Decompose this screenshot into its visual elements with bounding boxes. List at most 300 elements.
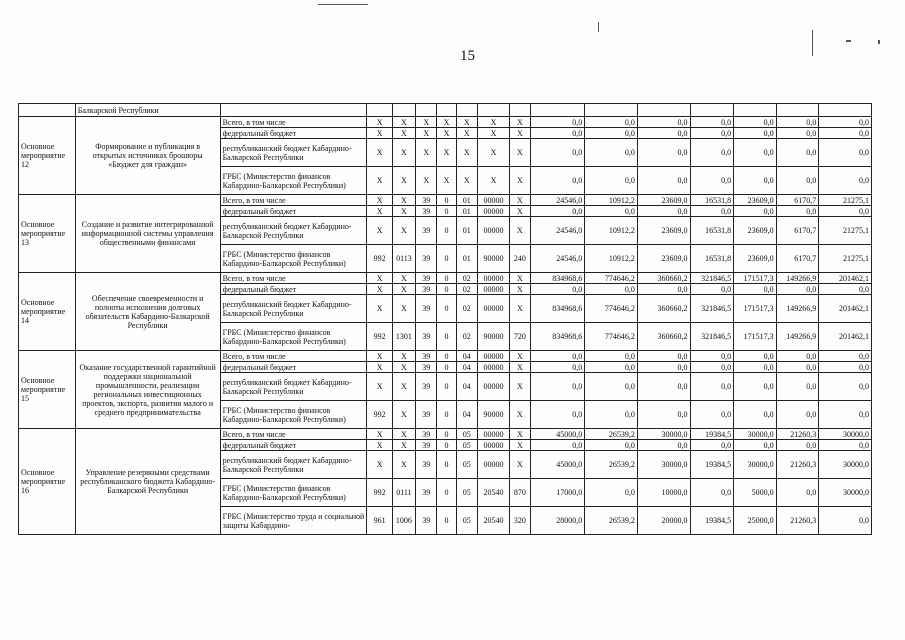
budget-code: X [477,128,509,139]
budget-code: 0 [437,245,456,273]
budget-code: X [392,217,415,245]
activity-kind: Основное мероприятие 16 [19,429,76,535]
budget-code: 02 [456,284,477,295]
budget-code: 90000 [477,245,509,273]
amount-value: 10912,2 [585,217,638,245]
funding-source: Всего, в том числе [220,273,367,284]
funding-source: ГРБС (Министерство финансов Кабардино-Балкарской Республики) [220,479,367,507]
budget-code: 0113 [392,245,415,273]
amount-value: 0,0 [530,440,585,451]
amount-value: 30000,0 [637,429,690,440]
budget-code: X [367,139,392,167]
budget-code: X [392,128,415,139]
amount-value: 0,0 [690,373,734,401]
amount-value: 23609,0 [734,245,777,273]
budget-code: 00000 [477,362,509,373]
budget-code: 04 [456,401,477,429]
amount-value: 0,0 [734,128,777,139]
activity-name: Создание и развитие интегрированной информационной системы управления общественными финансами [75,195,220,273]
amount-value: 26539,2 [585,507,638,535]
budget-code: 39 [416,507,437,535]
amount-value: 0,0 [819,206,872,217]
amount-value: 0,0 [530,117,585,128]
amount-value: 21275,1 [819,217,872,245]
budget-code: X [437,117,456,128]
budget-code: 00000 [477,217,509,245]
amount-value: 149266,9 [776,295,819,323]
amount-value: 0,0 [690,128,734,139]
budget-code: 0 [437,295,456,323]
table-cell [220,104,367,117]
budget-code: 0 [437,401,456,429]
amount-value: 19384,5 [690,451,734,479]
amount-value: 0,0 [585,284,638,295]
budget-code: 0 [437,362,456,373]
amount-value: 0,0 [734,373,777,401]
amount-value: 0,0 [819,507,872,535]
budget-code: 320 [510,507,530,535]
budget-code: 20540 [477,507,509,535]
amount-value: 0,0 [530,206,585,217]
budget-code: X [392,373,415,401]
table-cell [637,104,690,117]
budget-code: X [510,451,530,479]
amount-value: 0,0 [734,284,777,295]
amount-value: 0,0 [637,139,690,167]
budget-code: 0 [437,273,456,284]
budget-code: X [456,139,477,167]
budget-code: 01 [456,245,477,273]
activity-name: Формирование и публикация в открытых источниках брошюры «Бюджет для граждан» [75,117,220,195]
amount-value: 201462,1 [819,295,872,323]
amount-value: 0,0 [734,362,777,373]
table-cell [392,104,415,117]
amount-value: 149266,9 [776,273,819,284]
amount-value: 321846,5 [690,323,734,351]
budget-code: 39 [416,295,437,323]
amount-value: 0,0 [585,401,638,429]
amount-value: 0,0 [637,284,690,295]
amount-value: 21260,3 [776,429,819,440]
budget-code: X [392,167,415,195]
amount-value: 321846,5 [690,295,734,323]
budget-code: 1006 [392,507,415,535]
budget-code: 39 [416,479,437,507]
funding-source: федеральный бюджет [220,362,367,373]
budget-code: 00000 [477,429,509,440]
amount-value: 0,0 [637,401,690,429]
table-row [19,429,872,440]
page-number: 15 [460,48,475,64]
table-cell: Балкарской Республики [75,104,220,117]
amount-value: 0,0 [530,139,585,167]
budget-code: X [367,295,392,323]
budget-code: 961 [367,507,392,535]
table-row [19,351,872,362]
budget-code: 04 [456,362,477,373]
budget-code: X [392,284,415,295]
amount-value: 0,0 [819,284,872,295]
funding-source: республиканский бюджет Кабардино-Балкарской Республики [220,139,367,167]
funding-source: Всего, в том числе [220,195,367,206]
amount-value: 0,0 [637,440,690,451]
table-cell [477,104,509,117]
budget-code: 992 [367,401,392,429]
budget-code: X [392,351,415,362]
funding-source: республиканский бюджет Кабардино-Балкарской Республики [220,451,367,479]
amount-value: 0,0 [734,206,777,217]
budget-code: X [367,351,392,362]
budget-code: 05 [456,440,477,451]
budget-code: X [456,128,477,139]
budget-code: 0 [437,507,456,535]
budget-code: 00000 [477,373,509,401]
amount-value: 0,0 [585,479,638,507]
amount-value: 0,0 [530,373,585,401]
budget-code: 0 [437,323,456,351]
budget-code: 00000 [477,195,509,206]
amount-value: 16531,8 [690,217,734,245]
budget-code: 39 [416,206,437,217]
budget-code: 0 [437,195,456,206]
budget-code: X [437,128,456,139]
amount-value: 21275,1 [819,245,872,273]
budget-code: X [510,284,530,295]
amount-value: 0,0 [530,401,585,429]
amount-value: 0,0 [585,139,638,167]
budget-code: 04 [456,373,477,401]
amount-value: 774646,2 [585,273,638,284]
amount-value: 0,0 [776,373,819,401]
budget-code: 39 [416,195,437,206]
budget-code: X [392,139,415,167]
amount-value: 0,0 [690,479,734,507]
amount-value: 0,0 [585,351,638,362]
budget-code: 0 [437,440,456,451]
scan-mark [878,40,880,44]
budget-code: 02 [456,323,477,351]
amount-value: 0,0 [585,362,638,373]
budget-code: X [416,139,437,167]
budget-code: X [510,195,530,206]
amount-value: 19384,5 [690,507,734,535]
table-body [19,104,872,535]
budget-code: X [367,167,392,195]
budget-code: X [416,128,437,139]
amount-value: 0,0 [819,401,872,429]
budget-code: X [416,117,437,128]
budget-code: X [392,451,415,479]
budget-code: X [392,195,415,206]
budget-code: 39 [416,362,437,373]
table-cell [456,104,477,117]
amount-value: 0,0 [690,351,734,362]
amount-value: 6170,7 [776,217,819,245]
amount-value: 0,0 [776,139,819,167]
budget-code: X [510,440,530,451]
amount-value: 834968,6 [530,323,585,351]
funding-source: Всего, в том числе [220,117,367,128]
amount-value: 201462,1 [819,323,872,351]
budget-code: X [367,440,392,451]
amount-value: 0,0 [690,139,734,167]
budget-code: X [392,401,415,429]
amount-value: 10912,2 [585,195,638,206]
amount-value: 21260,3 [776,507,819,535]
budget-code: 01 [456,195,477,206]
budget-code: 39 [416,351,437,362]
amount-value: 0,0 [690,117,734,128]
funding-source: ГРБС (Министерство труда и социальной защиты Кабардино- [220,507,367,535]
amount-value: 6170,7 [776,245,819,273]
table-cell [690,104,734,117]
amount-value: 16531,8 [690,195,734,206]
funding-source: федеральный бюджет [220,206,367,217]
amount-value: 0,0 [690,401,734,429]
budget-code: 00000 [477,273,509,284]
amount-value: 201462,1 [819,273,872,284]
scan-mark [812,30,813,56]
amount-value: 834968,6 [530,273,585,284]
budget-code: X [510,401,530,429]
amount-value: 149266,9 [776,323,819,351]
budget-code: X [367,284,392,295]
budget-code: X [392,429,415,440]
budget-code: X [477,139,509,167]
funding-source: республиканский бюджет Кабардино-Балкарской Республики [220,373,367,401]
budget-code: X [477,167,509,195]
activity-name: Управление резервными средствами республиканского бюджета Кабардино-Балкарской Республики [75,429,220,535]
amount-value: 0,0 [530,362,585,373]
amount-value: 24546,0 [530,217,585,245]
table-row [19,104,872,117]
amount-value: 23609,0 [734,195,777,206]
funding-source: ГРБС (Министерство финансов Кабардино-Балкарской Республики) [220,323,367,351]
amount-value: 6170,7 [776,195,819,206]
amount-value: 0,0 [637,117,690,128]
amount-value: 0,0 [776,167,819,195]
amount-value: 0,0 [585,373,638,401]
amount-value: 0,0 [819,139,872,167]
amount-value: 0,0 [690,167,734,195]
budget-code: X [437,167,456,195]
amount-value: 0,0 [585,206,638,217]
budget-code: 39 [416,284,437,295]
amount-value: 171517,3 [734,273,777,284]
budget-code: X [392,117,415,128]
budget-code: 0 [437,429,456,440]
table-cell [19,104,76,117]
budget-code: X [510,117,530,128]
activity-kind: Основное мероприятие 14 [19,273,76,351]
budget-code: X [367,451,392,479]
budget-code: 0 [437,373,456,401]
amount-value: 321846,5 [690,273,734,284]
budget-code: 01 [456,217,477,245]
amount-value: 0,0 [776,206,819,217]
table-cell [367,104,392,117]
amount-value: 0,0 [690,440,734,451]
amount-value: 0,0 [819,440,872,451]
budget-code: X [510,273,530,284]
budget-code: X [392,273,415,284]
amount-value: 0,0 [776,440,819,451]
table-cell [819,104,872,117]
activity-kind: Основное мероприятие 12 [19,117,76,195]
budget-code: X [367,362,392,373]
scan-mark [318,4,368,5]
budget-code: 20540 [477,479,509,507]
budget-code: 39 [416,401,437,429]
budget-code: 05 [456,451,477,479]
funding-source: федеральный бюджет [220,128,367,139]
amount-value: 171517,3 [734,323,777,351]
amount-value: 0,0 [585,440,638,451]
amount-value: 19384,5 [690,429,734,440]
budget-code: 05 [456,479,477,507]
budget-code: X [392,295,415,323]
funding-source: ГРБС (Министерство финансов Кабардино-Балкарской Республики) [220,167,367,195]
amount-value: 0,0 [637,167,690,195]
budget-code: 39 [416,373,437,401]
amount-value: 30000,0 [819,451,872,479]
table-row [19,195,872,206]
amount-value: 0,0 [819,128,872,139]
budget-code: X [510,167,530,195]
budget-code: 992 [367,245,392,273]
amount-value: 5000,0 [734,479,777,507]
amount-value: 30000,0 [637,451,690,479]
budget-code: 39 [416,273,437,284]
amount-value: 24546,0 [530,195,585,206]
amount-value: 20000,0 [637,507,690,535]
amount-value: 25000,0 [734,507,777,535]
amount-value: 0,0 [734,139,777,167]
funding-source: ГРБС (Министерство финансов Кабардино-Балкарской Республики) [220,245,367,273]
amount-value: 360660,2 [637,295,690,323]
activity-name: Оказание государственной гарантийной поддержки национальной промышленности, реализации региональных инвестиционных проектов, экспорта, развития малого и среднего предпринимательства [75,351,220,429]
scan-mark [846,40,851,42]
amount-value: 0,0 [819,117,872,128]
budget-code: X [510,362,530,373]
amount-value: 0,0 [819,362,872,373]
budget-code: X [416,167,437,195]
amount-value: 834968,6 [530,295,585,323]
budget-code: 05 [456,507,477,535]
budget-code: 00000 [477,440,509,451]
budget-code: X [367,117,392,128]
amount-value: 17000,0 [530,479,585,507]
budget-code: 39 [416,323,437,351]
amount-value: 30000,0 [819,479,872,507]
budget-code: X [510,128,530,139]
amount-value: 0,0 [734,351,777,362]
amount-value: 0,0 [734,440,777,451]
amount-value: 0,0 [734,167,777,195]
amount-value: 0,0 [819,167,872,195]
budget-code: 0 [437,451,456,479]
budget-code: 0 [437,206,456,217]
budget-code: X [392,362,415,373]
funding-source: Всего, в том числе [220,351,367,362]
scan-mark [598,22,599,32]
amount-value: 0,0 [690,284,734,295]
amount-value: 0,0 [637,351,690,362]
amount-value: 0,0 [776,479,819,507]
budget-code: X [367,273,392,284]
table-cell [416,104,437,117]
activity-kind: Основное мероприятие 13 [19,195,76,273]
amount-value: 171517,3 [734,295,777,323]
amount-value: 0,0 [637,373,690,401]
budget-code: 01 [456,206,477,217]
budget-code: X [510,351,530,362]
budget-code: 0 [437,479,456,507]
amount-value: 0,0 [776,284,819,295]
amount-value: 30000,0 [734,451,777,479]
amount-value: 0,0 [585,167,638,195]
budget-code: 1301 [392,323,415,351]
amount-value: 45000,0 [530,451,585,479]
amount-value: 0,0 [776,401,819,429]
table-cell [530,104,585,117]
funding-source: федеральный бюджет [220,440,367,451]
amount-value: 30000,0 [734,429,777,440]
budget-code: 90000 [477,323,509,351]
amount-value: 23609,0 [734,217,777,245]
budget-code: 05 [456,429,477,440]
funding-source: ГРБС (Министерство финансов Кабардино-Балкарской Республики) [220,401,367,429]
amount-value: 0,0 [734,401,777,429]
budget-code: X [367,373,392,401]
amount-value: 0,0 [690,206,734,217]
budget-code: X [367,217,392,245]
amount-value: 0,0 [585,117,638,128]
budget-code: 02 [456,295,477,323]
amount-value: 26539,2 [585,429,638,440]
amount-value: 0,0 [690,362,734,373]
amount-value: 28000,0 [530,507,585,535]
table-cell [776,104,819,117]
table-cell [437,104,456,117]
activity-kind: Основное мероприятие 15 [19,351,76,429]
budget-code: X [510,429,530,440]
budget-code: X [392,206,415,217]
budget-table [18,103,872,535]
budget-code: 0 [437,284,456,295]
amount-value: 0,0 [530,167,585,195]
budget-code: 0 [437,351,456,362]
budget-code: X [437,139,456,167]
amount-value: 23609,0 [637,195,690,206]
amount-value: 0,0 [776,128,819,139]
budget-code: 992 [367,479,392,507]
budget-code: 39 [416,429,437,440]
amount-value: 16531,8 [690,245,734,273]
budget-code: 02 [456,273,477,284]
budget-code: X [510,373,530,401]
amount-value: 0,0 [776,117,819,128]
amount-value: 45000,0 [530,429,585,440]
budget-code: X [367,195,392,206]
amount-value: 360660,2 [637,273,690,284]
budget-code: 00000 [477,206,509,217]
budget-code: X [456,167,477,195]
budget-code: X [510,295,530,323]
budget-code: X [367,429,392,440]
activity-name: Обеспечение своевременности и полноты исполнения долговых обязательств Кабардино-Балкарской Республики [75,273,220,351]
amount-value: 23609,0 [637,245,690,273]
